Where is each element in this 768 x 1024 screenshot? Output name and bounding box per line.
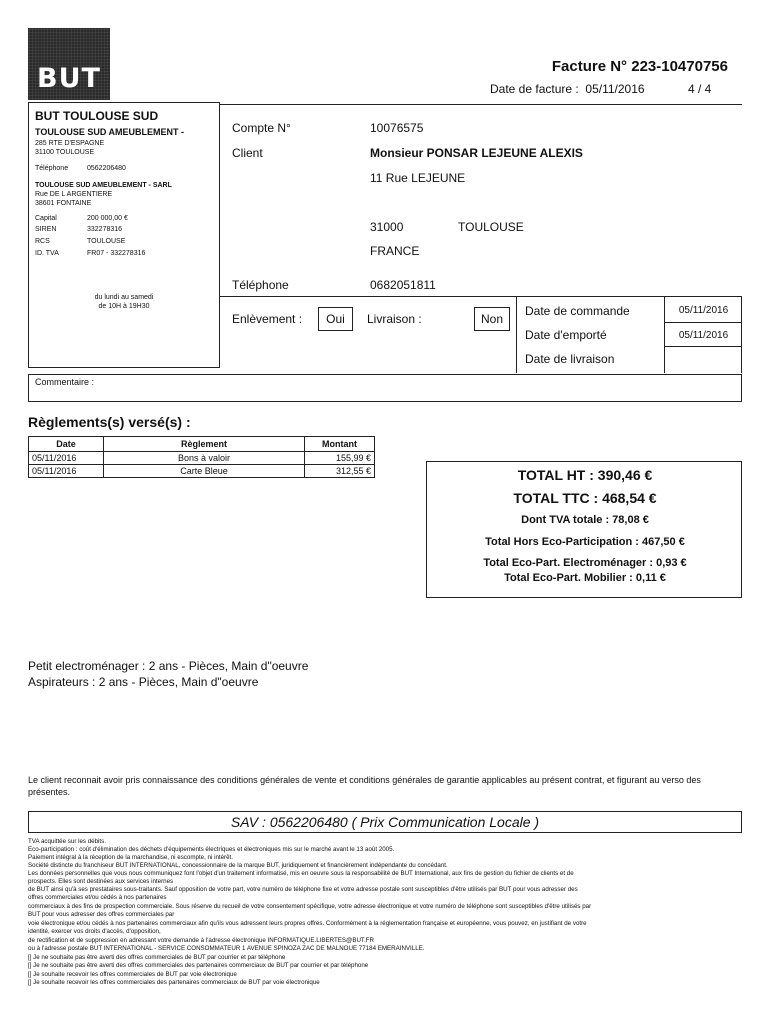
store-legal-value: FR07 - 332278316 [87,250,146,257]
account-value: 10076575 [370,121,424,135]
legal-line: voie électronique et/ou cédés à nos partenaires commerciaux afin qu'ils vous adressent leurs propres offres. Conformément à la réglementation française et européenne, vous pouvez, en justifiant de votre [28,920,587,927]
payments-header-date: Date [29,437,104,452]
payment-date: 05/11/2016 [29,465,104,478]
store-legal-value: 200 000,00 € [87,215,128,222]
client-address: 11 Rue LEJEUNE [370,171,466,185]
dates-row-divider [665,322,742,323]
payment-method: Carte Bleue [104,465,305,478]
store-legal-label: SIREN [35,226,57,233]
payment-date: 05/11/2016 [29,452,104,465]
invoice-title: Facture N° 223-10470756 [551,58,728,75]
store-legal-label: Capital [35,215,57,222]
invoice-date [490,82,645,96]
store-company-addr2: 38601 FONTAINE [35,200,92,207]
payments-header-method: Règlement [104,437,305,452]
client-name: Monsieur PONSAR LEJEUNE ALEXIS [370,146,583,160]
invoice-page: 4 / 4 [688,82,712,96]
store-name: BUT TOULOUSE SUD [35,109,159,123]
sav-box: SAV : 0562206480 ( Prix Communication Locale ) [28,811,742,833]
store-entity: TOULOUSE SUD AMEUBLEMENT - [35,127,185,137]
store-company-addr1: Rue DE L ARGENTIERE [35,191,113,198]
legal-line: [] Je ne souhaite pas être averti des offres commerciales des partenaires commerciaux de BUT par courrier et par téléphone [28,962,369,969]
customer-top-rule [220,104,742,105]
payments-title: Règlements(s) versé(s) : [28,414,191,430]
warranty-line: Aspirateurs : 2 ans - Pièces, Main d"oeuvre [28,675,259,689]
invoice-date-label: Date de facture : [490,82,579,96]
totals-box [426,461,742,598]
payments-header-amount: Montant [305,437,375,452]
client-label: Client [232,146,263,160]
dates-column [664,297,742,373]
conditions-text: Le client reconnait avoir pris connaissance des conditions générales de vente et conditions générales de garantie applicables au présent contrat, et figurant au verso des présentes. [28,775,701,797]
client-postal-code: 31000 [370,220,404,234]
pickup-label: Enlèvement : [232,312,303,326]
dates-row-divider [665,346,742,347]
but-logo [28,28,110,100]
legal-line: [] Je souhaite recevoir les offres commerciales de BUT par voie électronique [28,971,237,978]
legal-line: TVA acquittée sur les débits. [28,838,106,845]
order-date-value: 05/11/2016 [678,305,729,316]
total-hors-eco: Total Hors Eco-Participation : 467,50 € [485,536,685,548]
store-info-box [28,102,220,368]
comment-label: Commentaire : [35,377,95,387]
account-label: Compte N° [232,121,291,135]
payment-amount: 312,55 € [305,465,375,478]
store-hours [29,293,219,311]
payments-header-row [29,437,375,452]
store-phone-label: Téléphone [35,165,69,172]
store-address2: 31100 TOULOUSE [35,149,95,156]
legal-line: BUT pour vous adresser des offres commerciales par [28,911,175,918]
client-country: FRANCE [370,244,420,258]
store-address1: 285 RTE D'ESPAGNE [35,140,105,147]
pickup-value-box: Oui [318,307,353,331]
legal-line: offres commerciales et/ou cédés à nos partenaires [28,894,167,901]
legal-line: Paiement intégral à la réception de la marchandise, ni escompte, ni intérêt. [28,854,233,861]
order-date-label: Date de commande [525,304,630,318]
client-city: TOULOUSE [458,220,524,234]
taken-date-value: 05/11/2016 [678,330,729,341]
table-row [29,452,375,465]
legal-line: commerciaux à des fins de prospection commerciale. Sous réserve du recueil de votre consentement spécifique, votre adresse électronique et votre numéro de téléphone sont susceptibles d'être utilisés par [28,903,592,910]
total-ht: TOTAL HT : 390,46 € [517,467,653,483]
legal-line: de BUT ainsi qu'à ses prestataires sous-traitants. Sauf opposition de votre part, votre numéro de téléphone fixe et votre adresse postale sont susceptibles d'être utilisés par BUT pour vous adresser des [28,886,578,893]
store-legal-label: ID. TVA [35,250,59,257]
warranty-line: Petit electroménager : 2 ans - Pièces, Main d"oeuvre [28,659,309,673]
client-phone-value: 0682051811 [370,278,436,292]
legal-line: [] Je souhaite recevoir les offres commerciales des partenaires commerciaux de BUT par voie électronique [28,979,320,986]
total-ttc: TOTAL TTC : 468,54 € [513,490,657,506]
client-phone-label: Téléphone [232,278,289,292]
store-legal-value: TOULOUSE [87,238,126,245]
payment-method: Bons à valoir [104,452,305,465]
store-legal-value: 332278316 [87,226,123,233]
table-row [29,465,375,478]
legal-line: identité, exercer vos droits d'accès, d'opposition, [28,928,161,935]
delivery-date-label: Date de livraison [525,352,615,366]
legal-line: prospects. Elles sont destinées aux services internes [28,878,174,885]
delivery-value-box: Non [474,307,510,331]
store-hours-line2: de 10H à 19H30 [98,303,150,310]
payment-amount: 155,99 € [305,452,375,465]
store-phone-value: 0562206480 [87,165,126,172]
payments-table [28,436,375,478]
comment-box [28,374,742,402]
legal-line: Eco-participation : coût d'élimination des déchets d'équipements électriques et électroniques mis sur le marché avant le 13 août 2005. [28,846,395,853]
total-eco-mobilier: Total Eco-Part. Mobilier : 0,11 € [504,572,666,584]
legal-line: [] Je ne souhaite pas être averti des offres commerciales de BUT par courrier et par téléphone [28,954,286,961]
legal-line: Société distincte du franchiseur BUT INTERNATIONAL, concessionnaire de la marque BUT, juridiquement et financièrement indépendante du concédant. [28,862,448,869]
logo-text: BUT [37,63,101,94]
delivery-label: Livraison : [367,312,422,326]
legal-line: Les données personnelles que vous nous communiquez font l'objet d'un traitement informatisé, mis en oeuvre sous la responsabilité de BUT International, aux fins de gestion du fichier de clients et de [28,870,574,877]
store-legal-label: RCS [35,238,50,245]
store-hours-line1: du lundi au samedi [94,294,154,301]
legal-line: ou à l'adresse postale BUT INTERNATIONAL - SERVICE CONSOMMATEUR 1 AVENUE SPINOZA ZAC DE MALNOUE 77184 EMERAINVILLE. [28,945,425,952]
total-tva: Dont TVA totale : 78,08 € [521,514,649,526]
invoice-date-value: 05/11/2016 [585,82,645,96]
store-company: TOULOUSE SUD AMEUBLEMENT - SARL [35,182,172,189]
legal-line: de rectification et de suppression en adressant votre demande à l'adresse électronique INFORMATIQUE.LIBERTES@BUT.FR [28,937,374,944]
total-eco-electro: Total Eco-Part. Electroménager : 0,93 € [483,557,687,569]
taken-date-label: Date d'emporté [525,328,607,342]
delivery-divider [516,297,517,373]
